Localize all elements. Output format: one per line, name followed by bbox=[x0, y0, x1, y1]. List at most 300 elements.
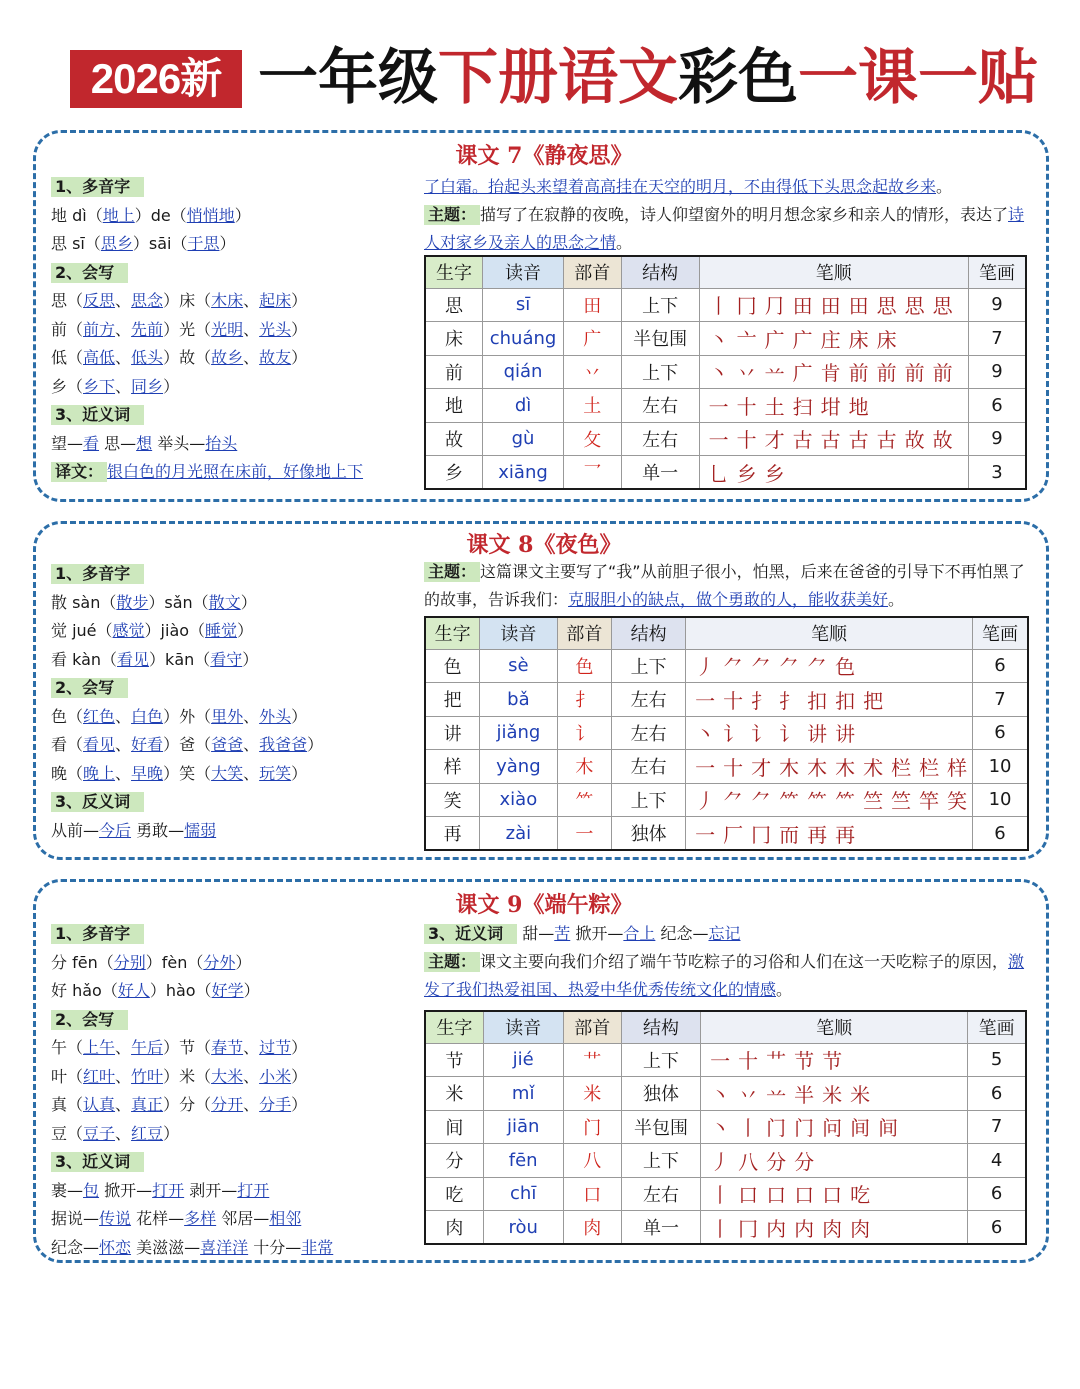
cell-radical: 米 bbox=[563, 1077, 621, 1111]
stroke-step: 思 bbox=[876, 294, 899, 319]
cell-structure: 独体 bbox=[612, 817, 686, 851]
cell-character: 地 bbox=[425, 389, 482, 423]
cell-pinyin: jié bbox=[483, 1043, 563, 1077]
table-row bbox=[425, 716, 1028, 750]
stroke-step: 䒑 bbox=[766, 1082, 789, 1107]
cell-stroke-order bbox=[701, 1077, 968, 1111]
stroke-step: 竺 bbox=[891, 789, 914, 814]
cell-character: 间 bbox=[425, 1110, 483, 1144]
cell-stroke-order bbox=[699, 456, 968, 490]
polyphone-line: 地 dì（地上）de（悄悄地） bbox=[51, 205, 251, 225]
table-row bbox=[425, 355, 1026, 389]
stroke-step: 门 bbox=[794, 1116, 817, 1141]
lesson-9-summary bbox=[424, 920, 1039, 1004]
writing-line: 色（红色、白色）外（里外、外头） bbox=[51, 706, 308, 726]
stroke-step: 肯 bbox=[820, 361, 843, 386]
title-part-sticker: 一课一贴 bbox=[798, 43, 1038, 113]
stroke-step: 床 bbox=[876, 327, 899, 352]
cell-stroke-count: 6 bbox=[968, 1177, 1026, 1211]
stroke-step: 丶 bbox=[708, 327, 731, 352]
stroke-step: 乡 bbox=[736, 461, 759, 486]
cell-radical: 土 bbox=[564, 389, 621, 423]
polyphone-line: 散 sàn（散步）sǎn（散文） bbox=[51, 592, 257, 612]
translation-continued: 了白霜。抬起头来望着高高挂在天空的明月，不由得低下头思念起故乡来。 bbox=[424, 177, 953, 196]
title-part-volume: 下册语文 bbox=[438, 43, 678, 113]
cell-stroke-count: 9 bbox=[968, 422, 1026, 456]
cell-character: 讲 bbox=[425, 716, 480, 750]
stroke-step: ⺈ bbox=[723, 655, 746, 680]
table-header-row bbox=[425, 1011, 1026, 1043]
stroke-step: 扣 bbox=[807, 688, 830, 713]
stroke-step: 扌 bbox=[751, 688, 774, 713]
lesson-9-notes bbox=[51, 920, 333, 1262]
stroke-step: 内 bbox=[794, 1216, 817, 1241]
cell-stroke-order bbox=[699, 389, 968, 423]
stroke-step: 口 bbox=[738, 1183, 761, 1208]
cell-stroke-order bbox=[701, 1177, 968, 1211]
stroke-step: 故 bbox=[932, 428, 955, 453]
stroke-step: 丶 bbox=[710, 1116, 733, 1141]
stroke-step: ⺈ bbox=[779, 655, 802, 680]
synonym-line: 裹—包 掀开—打开 剥开—打开 bbox=[51, 1180, 270, 1200]
stroke-step: 坩 bbox=[820, 394, 843, 419]
cell-stroke-order bbox=[686, 783, 973, 817]
cell-character: 色 bbox=[425, 649, 480, 683]
translation-line: 译文： 银白色的月光照在床前，好像地上下 bbox=[51, 458, 363, 487]
writing-heading: 2、会写 bbox=[51, 263, 128, 283]
stroke-step: 思 bbox=[932, 294, 955, 319]
table-row bbox=[425, 422, 1026, 456]
synonym-heading: 3、近义词 bbox=[51, 405, 144, 425]
stroke-step: 口 bbox=[766, 1183, 789, 1208]
header-radical: 部首 bbox=[557, 617, 612, 649]
stroke-step: 冂 bbox=[736, 294, 759, 319]
table-row bbox=[425, 817, 1028, 851]
stroke-step: 讠 bbox=[779, 722, 802, 747]
header-pinyin: 读音 bbox=[483, 1011, 563, 1043]
stroke-step: 术 bbox=[863, 755, 886, 780]
theme-label: 主题： bbox=[424, 205, 480, 225]
table-row bbox=[425, 1110, 1026, 1144]
cell-pinyin: gù bbox=[482, 422, 563, 456]
cell-stroke-order bbox=[701, 1144, 968, 1178]
lesson-9-card bbox=[33, 879, 1049, 1263]
stroke-step: 而 bbox=[779, 822, 802, 847]
cell-character: 再 bbox=[425, 817, 480, 851]
stroke-step: 一 bbox=[710, 1049, 733, 1074]
stroke-step: 冂 bbox=[751, 822, 774, 847]
stroke-step: 扫 bbox=[792, 394, 815, 419]
stroke-step: 口 bbox=[794, 1183, 817, 1208]
stroke-step: 广 bbox=[792, 327, 815, 352]
cell-radical: 扌 bbox=[557, 683, 612, 717]
cell-pinyin: ròu bbox=[483, 1211, 563, 1245]
stroke-step: 讲 bbox=[807, 722, 830, 747]
cell-radical: 八 bbox=[563, 1144, 621, 1178]
polyphone-heading: 1、多音字 bbox=[51, 924, 144, 944]
cell-pinyin: sè bbox=[480, 649, 557, 683]
lesson-8-card bbox=[33, 521, 1049, 860]
synonym-line: 据说—传说 花样—多样 邻居—相邻 bbox=[51, 1209, 302, 1228]
stroke-step: 肉 bbox=[822, 1216, 845, 1241]
polyphone-heading: 1、多音字 bbox=[51, 564, 144, 584]
cell-character: 故 bbox=[425, 422, 482, 456]
lesson-7-summary bbox=[424, 173, 1039, 257]
stroke-step: 丿 bbox=[695, 789, 718, 814]
writing-heading: 2、会写 bbox=[51, 1010, 128, 1030]
writing-line: 思（反思、思念）床（木床、起床） bbox=[51, 291, 308, 310]
synonym-heading: 3、近义词 bbox=[51, 1152, 144, 1172]
stroke-step: 十 bbox=[736, 394, 759, 419]
stroke-step: ⺮ bbox=[807, 789, 830, 814]
table-row bbox=[425, 683, 1028, 717]
stroke-step: 丶 bbox=[710, 1082, 733, 1107]
lesson-7-character-table bbox=[424, 255, 1027, 490]
cell-stroke-count: 5 bbox=[968, 1043, 1026, 1077]
stroke-step: 前 bbox=[932, 361, 955, 386]
stroke-step: 广 bbox=[764, 327, 787, 352]
stroke-step: 古 bbox=[876, 428, 899, 453]
cell-stroke-order bbox=[701, 1043, 968, 1077]
cell-stroke-order bbox=[686, 817, 973, 851]
theme-paragraph: 主题： 课文主要向我们介绍了端午节吃粽子的习俗和人们在这一天吃粽子的原因，激发了我们热爱祖国、热爱中华优秀传统文化的情感。 bbox=[424, 952, 1025, 999]
cell-stroke-order bbox=[701, 1110, 968, 1144]
theme-label: 主题： bbox=[424, 562, 480, 582]
cell-stroke-order bbox=[701, 1211, 968, 1245]
cell-pinyin: chuáng bbox=[482, 322, 563, 356]
header-radical: 部首 bbox=[564, 256, 621, 288]
cell-character: 分 bbox=[425, 1144, 483, 1178]
cell-structure: 左右 bbox=[612, 716, 686, 750]
stroke-step: 䒑 bbox=[764, 361, 787, 386]
stroke-step: 前 bbox=[904, 361, 927, 386]
cell-character: 乡 bbox=[425, 456, 482, 490]
cell-character: 吃 bbox=[425, 1177, 483, 1211]
theme-paragraph: 主题： 描写了在寂静的夜晚，诗人仰望窗外的明月想念家乡和亲人的情形，表达了诗人对家乡及亲人的思念之情。 bbox=[424, 205, 1025, 252]
header-stroke-count: 笔画 bbox=[968, 1011, 1026, 1043]
stroke-step: 厂 bbox=[723, 822, 746, 847]
cell-pinyin: jiǎng bbox=[480, 716, 557, 750]
stroke-step: 样 bbox=[947, 755, 970, 780]
cell-character: 节 bbox=[425, 1043, 483, 1077]
cell-structure: 上下 bbox=[612, 783, 686, 817]
stroke-step: 才 bbox=[751, 755, 774, 780]
cell-stroke-count: 10 bbox=[973, 750, 1028, 784]
stroke-step: 前 bbox=[876, 361, 899, 386]
stroke-step: 栏 bbox=[891, 755, 914, 780]
year-badge: 2026新 bbox=[70, 50, 242, 108]
stroke-step: 丿 bbox=[695, 655, 718, 680]
stroke-step: 丷 bbox=[738, 1082, 761, 1107]
polyphone-line: 觉 jué（感觉）jiào（睡觉） bbox=[51, 621, 254, 640]
stroke-step: 土 bbox=[764, 394, 787, 419]
stroke-step: 丨 bbox=[710, 1183, 733, 1208]
table-row bbox=[425, 1077, 1026, 1111]
stroke-step: 讲 bbox=[835, 722, 858, 747]
header-pinyin: 读音 bbox=[482, 256, 563, 288]
stroke-step: 色 bbox=[835, 655, 858, 680]
stroke-step: 间 bbox=[850, 1116, 873, 1141]
cell-character: 把 bbox=[425, 683, 480, 717]
stroke-step: 才 bbox=[764, 428, 787, 453]
cell-structure: 上下 bbox=[621, 355, 699, 389]
stroke-step: 栏 bbox=[919, 755, 942, 780]
polyphone-line: 看 kàn（看见）kān（看守） bbox=[51, 649, 259, 669]
cell-structure: 半包围 bbox=[621, 322, 699, 356]
cell-stroke-count: 6 bbox=[968, 1211, 1026, 1245]
polyphone-heading: 1、多音字 bbox=[51, 177, 144, 197]
cell-stroke-count: 9 bbox=[968, 288, 1026, 322]
stroke-step: 再 bbox=[835, 822, 858, 847]
stroke-step: 再 bbox=[807, 822, 830, 847]
stroke-step: 木 bbox=[779, 755, 802, 780]
cell-character: 样 bbox=[425, 750, 480, 784]
header-stroke-count: 笔画 bbox=[973, 617, 1028, 649]
stroke-step: 节 bbox=[794, 1049, 817, 1074]
cell-stroke-order bbox=[699, 422, 968, 456]
writing-line: 前（前方、先前）光（光明、光头） bbox=[51, 319, 308, 339]
stroke-step: 丨 bbox=[708, 294, 731, 319]
stroke-step: 一 bbox=[708, 428, 731, 453]
stroke-step: 木 bbox=[807, 755, 830, 780]
cell-structure: 半包围 bbox=[621, 1110, 700, 1144]
cell-pinyin: zài bbox=[480, 817, 557, 851]
synonym-right-line: 3、近义词 甜—苦 掀开—合上 纪念—忘记 bbox=[424, 920, 1039, 948]
synonym-heading-right: 3、近义词 bbox=[424, 924, 517, 944]
table-row bbox=[425, 1211, 1026, 1245]
lesson-7-notes bbox=[51, 173, 363, 487]
cell-radical: 攵 bbox=[564, 422, 621, 456]
header-stroke-order: 笔顺 bbox=[699, 256, 968, 288]
stroke-step: 一 bbox=[695, 688, 718, 713]
stroke-step: 丿 bbox=[710, 1149, 733, 1174]
stroke-step: 十 bbox=[723, 688, 746, 713]
stroke-step: 米 bbox=[822, 1082, 845, 1107]
lesson-9-character-table bbox=[424, 1010, 1027, 1245]
stroke-step: 思 bbox=[904, 294, 927, 319]
stroke-step: 冂 bbox=[738, 1216, 761, 1241]
stroke-step: 竺 bbox=[863, 789, 886, 814]
stroke-step: 地 bbox=[848, 394, 871, 419]
header-stroke-order: 笔顺 bbox=[701, 1011, 968, 1043]
stroke-step: 木 bbox=[835, 755, 858, 780]
stroke-step: 米 bbox=[850, 1082, 873, 1107]
cell-pinyin: qián bbox=[482, 355, 563, 389]
header-structure: 结构 bbox=[621, 256, 699, 288]
cell-radical: 乛 bbox=[564, 456, 621, 490]
polyphone-line: 分 fēn（分别）fèn（分外） bbox=[51, 952, 252, 972]
header-char: 生字 bbox=[425, 256, 482, 288]
stroke-step: 艹 bbox=[766, 1049, 789, 1074]
writing-line: 叶（红叶、竹叶）米（大米、小米） bbox=[51, 1066, 308, 1086]
cell-stroke-count: 10 bbox=[973, 783, 1028, 817]
cell-character: 前 bbox=[425, 355, 482, 389]
antonym-heading: 3、反义词 bbox=[51, 792, 144, 812]
cell-character: 思 bbox=[425, 288, 482, 322]
cell-pinyin: sī bbox=[482, 288, 563, 322]
stroke-step: ⺈ bbox=[751, 655, 774, 680]
stroke-step: 一 bbox=[695, 822, 718, 847]
stroke-step: 丨 bbox=[710, 1216, 733, 1241]
table-row bbox=[425, 322, 1026, 356]
stroke-step: 一 bbox=[695, 755, 718, 780]
cell-structure: 上下 bbox=[621, 288, 699, 322]
stroke-step: ⺈ bbox=[723, 789, 746, 814]
stroke-step: 故 bbox=[904, 428, 927, 453]
writing-line: 午（上午、午后）节（春节、过节） bbox=[51, 1038, 308, 1057]
cell-structure: 单一 bbox=[621, 456, 699, 490]
cell-stroke-order bbox=[686, 716, 973, 750]
cell-structure: 单一 bbox=[621, 1211, 700, 1245]
cell-radical: 田 bbox=[564, 288, 621, 322]
cell-stroke-count: 4 bbox=[968, 1144, 1026, 1178]
stroke-step: 庄 bbox=[820, 327, 843, 352]
cell-stroke-count: 3 bbox=[968, 456, 1026, 490]
stroke-step: 乚 bbox=[708, 461, 731, 486]
stroke-step: ⺆ bbox=[764, 294, 787, 319]
stroke-step: 笑 bbox=[947, 789, 970, 814]
stroke-step: 田 bbox=[792, 294, 815, 319]
cell-radical: 口 bbox=[563, 1177, 621, 1211]
writing-line: 看（看见、好看）爸（爸爸、我爸爸） bbox=[51, 735, 324, 754]
cell-stroke-count: 6 bbox=[973, 649, 1028, 683]
cell-radical: 讠 bbox=[557, 716, 612, 750]
stroke-step: 竿 bbox=[919, 789, 942, 814]
cell-pinyin: dì bbox=[482, 389, 563, 423]
stroke-step: 节 bbox=[822, 1049, 845, 1074]
cell-radical: ⺮ bbox=[557, 783, 612, 817]
table-row bbox=[425, 750, 1028, 784]
cell-radical: 色 bbox=[557, 649, 612, 683]
cell-pinyin: xiāng bbox=[482, 456, 563, 490]
lesson-8-title: 课文 8《夜色》 bbox=[36, 528, 1052, 559]
writing-line: 真（认真、真正）分（分开、分手） bbox=[51, 1095, 308, 1114]
stroke-step: ⺈ bbox=[751, 789, 774, 814]
table-row bbox=[425, 288, 1026, 322]
stroke-step: 吃 bbox=[850, 1183, 873, 1208]
stroke-step: ⺈ bbox=[807, 655, 830, 680]
header-pinyin: 读音 bbox=[480, 617, 557, 649]
table-row bbox=[425, 1177, 1026, 1211]
cell-pinyin: jiān bbox=[483, 1110, 563, 1144]
stroke-step: 十 bbox=[736, 428, 759, 453]
stroke-step: 床 bbox=[848, 327, 871, 352]
cell-pinyin: mǐ bbox=[483, 1077, 563, 1111]
writing-line: 低（高低、低头）故（故乡、故友） bbox=[51, 348, 308, 367]
stroke-step: ⺮ bbox=[779, 789, 802, 814]
header-stroke-count: 笔画 bbox=[968, 256, 1026, 288]
stroke-step: 分 bbox=[766, 1149, 789, 1174]
cell-stroke-count: 7 bbox=[968, 322, 1026, 356]
theme-paragraph: 主题： 这篇课文主要写了“我”从前胆子很小，怕黑，后来在爸爸的引导下不再怕黑了的故事，告诉我们：克服胆小的缺点，做个勇敢的人，能收获美好。 bbox=[424, 562, 1025, 609]
cell-radical: 丷 bbox=[564, 355, 621, 389]
lesson-8-notes bbox=[51, 560, 323, 845]
lesson-7-title: 课文 7《静夜思》 bbox=[36, 139, 1052, 170]
stroke-step: 丷 bbox=[736, 361, 759, 386]
stroke-step: 前 bbox=[848, 361, 871, 386]
table-row bbox=[425, 649, 1028, 683]
stroke-step: 半 bbox=[794, 1082, 817, 1107]
table-row bbox=[425, 389, 1026, 423]
cell-character: 床 bbox=[425, 322, 482, 356]
cell-structure: 左右 bbox=[621, 1177, 700, 1211]
cell-structure: 上下 bbox=[621, 1144, 700, 1178]
synonym-line: 纪念—怀恋 美滋滋—喜洋洋 十分—非常 bbox=[51, 1237, 334, 1257]
cell-stroke-order bbox=[699, 355, 968, 389]
cell-stroke-order bbox=[699, 288, 968, 322]
cell-stroke-count: 6 bbox=[968, 389, 1026, 423]
table-row bbox=[425, 456, 1026, 490]
header-radical: 部首 bbox=[563, 1011, 621, 1043]
cell-pinyin: yàng bbox=[480, 750, 557, 784]
cell-character: 米 bbox=[425, 1077, 483, 1111]
cell-stroke-count: 6 bbox=[968, 1077, 1026, 1111]
lesson-8-summary bbox=[424, 558, 1039, 614]
cell-stroke-order bbox=[699, 322, 968, 356]
cell-stroke-count: 6 bbox=[973, 716, 1028, 750]
writing-line: 豆（豆子、红豆） bbox=[51, 1123, 180, 1143]
cell-structure: 上下 bbox=[612, 649, 686, 683]
table-row bbox=[425, 1144, 1026, 1178]
cell-pinyin: bǎ bbox=[480, 683, 557, 717]
writing-heading: 2、会写 bbox=[51, 678, 128, 698]
lesson-8-character-table bbox=[424, 616, 1029, 851]
cell-stroke-order bbox=[686, 750, 973, 784]
writing-line: 乡（乡下、同乡） bbox=[51, 376, 180, 396]
stroke-step: 古 bbox=[820, 428, 843, 453]
stroke-step: 广 bbox=[792, 361, 815, 386]
page-header bbox=[0, 40, 1080, 120]
cell-pinyin: fēn bbox=[483, 1144, 563, 1178]
stroke-step: 分 bbox=[794, 1149, 817, 1174]
table-row bbox=[425, 783, 1028, 817]
stroke-step: 丶 bbox=[695, 722, 718, 747]
stroke-step: 内 bbox=[766, 1216, 789, 1241]
stroke-step: 乡 bbox=[764, 461, 787, 486]
cell-stroke-order bbox=[686, 683, 973, 717]
page-title bbox=[258, 40, 1038, 120]
antonym-line: 从前—今后 勇敢—懦弱 bbox=[51, 820, 217, 840]
stroke-step: 亠 bbox=[736, 327, 759, 352]
title-part-grade: 一年级 bbox=[258, 43, 438, 113]
cell-structure: 左右 bbox=[621, 389, 699, 423]
stroke-step: 古 bbox=[792, 428, 815, 453]
stroke-step: 门 bbox=[766, 1116, 789, 1141]
translation-label: 译文： bbox=[51, 462, 107, 482]
stroke-step: 一 bbox=[708, 394, 731, 419]
polyphone-line: 思 sī（思乡）sāi（于思） bbox=[51, 234, 236, 253]
header-structure: 结构 bbox=[612, 617, 686, 649]
lesson-9-title: 课文 9《端午粽》 bbox=[36, 888, 1052, 919]
cell-stroke-count: 6 bbox=[973, 817, 1028, 851]
cell-radical: 广 bbox=[564, 322, 621, 356]
cell-character: 笑 bbox=[425, 783, 480, 817]
cell-radical: 木 bbox=[557, 750, 612, 784]
header-char: 生字 bbox=[425, 617, 480, 649]
stroke-step: 扌 bbox=[779, 688, 802, 713]
lesson-7-card bbox=[33, 130, 1049, 502]
stroke-step: 问 bbox=[822, 1116, 845, 1141]
cell-stroke-count: 7 bbox=[968, 1110, 1026, 1144]
stroke-step: 十 bbox=[723, 755, 746, 780]
cell-radical: 一 bbox=[557, 817, 612, 851]
polyphone-line: 好 hǎo（好人）hào（好学） bbox=[51, 981, 260, 1000]
stroke-step: 扣 bbox=[835, 688, 858, 713]
stroke-step: 田 bbox=[820, 294, 843, 319]
stroke-step: 十 bbox=[738, 1049, 761, 1074]
synonym-line: 望—看 思—想 举头—抬头 bbox=[51, 433, 238, 453]
table-header-row bbox=[425, 617, 1028, 649]
